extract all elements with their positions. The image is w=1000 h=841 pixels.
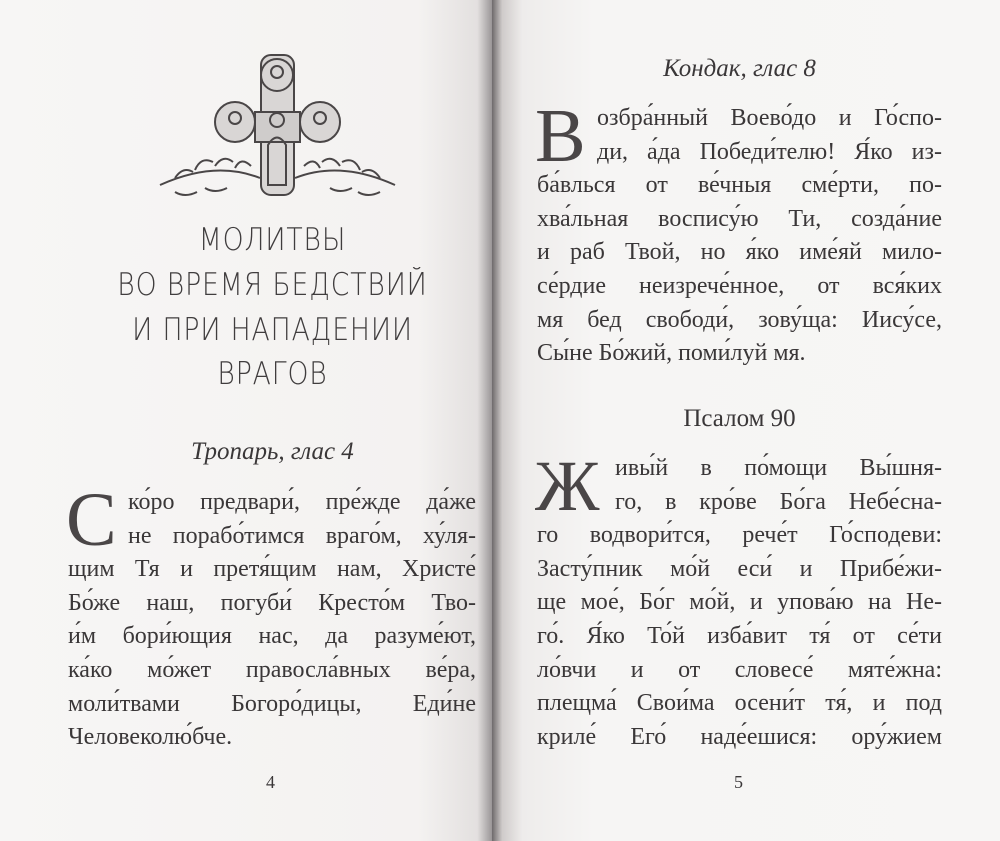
drop-cap: В bbox=[535, 94, 586, 178]
cross-ornament-icon bbox=[155, 50, 400, 200]
text-line: се́рдие неизрече́нное, от вся́ких bbox=[537, 272, 942, 299]
text-line: щим Тя и претя́щим нам, Христе́ bbox=[68, 556, 476, 583]
text-line: ба́влься от ве́чныя сме́рти, по- bbox=[537, 172, 942, 199]
text-line: Человеколю́бче. bbox=[68, 724, 233, 751]
section-title-line: ВРАГОВ bbox=[217, 356, 328, 392]
page-number: 4 bbox=[266, 772, 275, 792]
section-title-line: И ПРИ НАПАДЕНИИ bbox=[132, 312, 413, 348]
text-line: не порабо́тимся враго́м, ху́ля- bbox=[128, 522, 476, 549]
text-line: го водвори́тся, рече́т Го́сподеви: bbox=[537, 522, 942, 549]
text-line: плещма́ Свои́ма осени́т тя́, и под bbox=[537, 690, 942, 717]
troparion-text bbox=[66, 478, 476, 755]
text-line: и раб Твой, но я́ко име́яй мило- bbox=[537, 239, 942, 266]
psalm-heading: Псалом 90 bbox=[683, 405, 796, 432]
drop-cap: Ж bbox=[535, 446, 600, 526]
text-line: Сы́не Бо́жий, поми́луй мя. bbox=[537, 340, 806, 367]
text-line: ди, а́да Победи́телю! Я́ко из- bbox=[597, 138, 942, 165]
text-line: го́. Я́ко То́й изба́вит тя́ от се́ти bbox=[537, 622, 942, 649]
text-line: Засту́пник мо́й еси́ и Прибе́жи- bbox=[537, 555, 942, 582]
text-line: мя бед свободи́, зову́ща: Иису́се, bbox=[537, 306, 942, 333]
text-line: моли́твами Богоро́дицы, Еди́не bbox=[68, 690, 476, 717]
left-page bbox=[0, 0, 492, 841]
text-line: и́м бори́ющия нас, да разуме́ют, bbox=[68, 623, 476, 650]
right-page bbox=[492, 0, 1000, 841]
kontakion-text bbox=[535, 94, 942, 371]
page-number: 5 bbox=[734, 772, 743, 792]
section-title-line: МОЛИТВЫ bbox=[198, 222, 347, 258]
text-line: го, в кро́ве Бо́га Небе́сна- bbox=[615, 488, 942, 515]
text-line: ивы́й в по́мощи Вы́шня- bbox=[615, 455, 942, 481]
drop-cap: С bbox=[66, 478, 117, 562]
psalm-text bbox=[535, 446, 942, 754]
section-title-line: ВО ВРЕМЯ БЕДСТВИЙ bbox=[117, 267, 428, 303]
text-line: Бо́же наш, погуби́ Кресто́м Тво- bbox=[68, 589, 476, 616]
kontakion-heading: Кондак, глас 8 bbox=[663, 55, 816, 82]
text-line: ка́ко мо́жет правосла́вных ве́ра, bbox=[68, 656, 476, 683]
text-line: ще мое́, Бо́г мо́й, и упова́ю на Не- bbox=[537, 589, 942, 616]
text-line: хва́льная воспису́ю Ти, созда́ние bbox=[537, 205, 942, 232]
troparion-heading: Тропарь, глас 4 bbox=[191, 438, 354, 465]
text-line: криле́ Его́ наде́ешися: ору́жием bbox=[537, 723, 942, 750]
text-line: ло́вчи и от словесе́ мяте́жна: bbox=[537, 656, 942, 683]
text-line: озбра́нный Воево́до и Го́спо- bbox=[597, 105, 942, 131]
text-line: ко́ро предвари́, пре́жде да́же bbox=[128, 489, 476, 515]
